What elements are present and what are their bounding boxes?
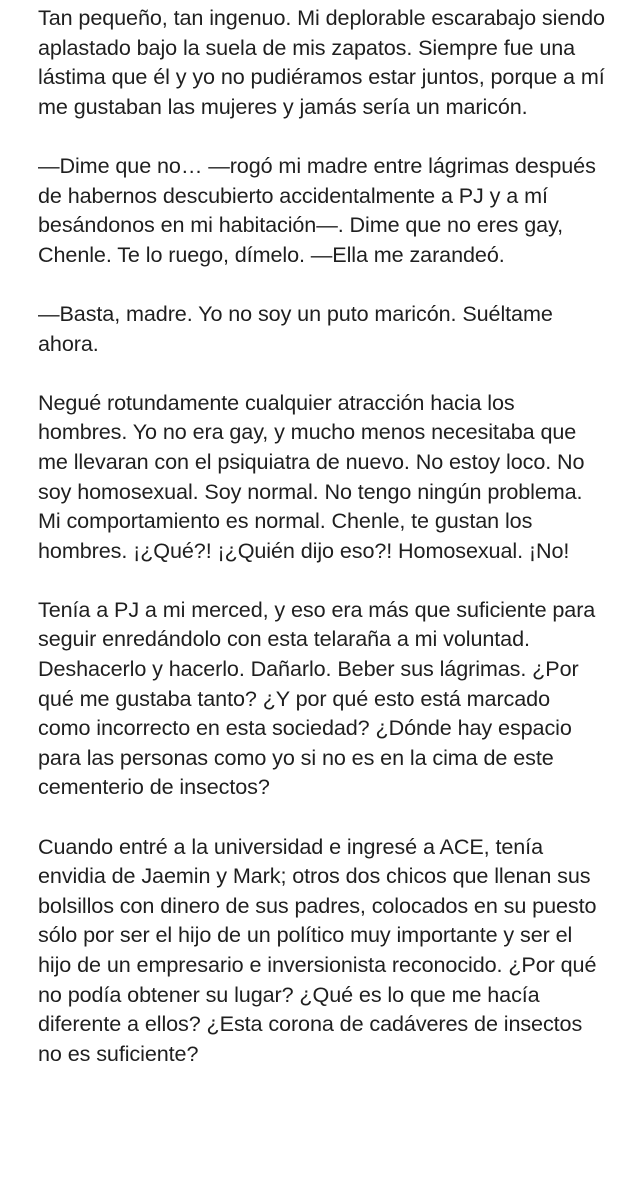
paragraph-6: Cuando entré a la universidad e ingresé a ACE, tenía envidia de Jaemin y Mark; otros dos chicos que llenan sus bolsillos con dinero de sus padres, colocados en su puesto sólo por ser el hijo de un político muy importante y ser el hijo de un empresario e inversionista reconocido. ¿Por qué no podía obtener su lugar? ¿Qué es lo que me hacía diferente a ellos? ¿Esta corona de cadáveres de insectos no es suficiente? [38, 833, 597, 1066]
paragraph-5: Tenía a PJ a mi merced, y eso era más que suficiente para seguir enredándolo con esta telaraña a mi voluntad. Deshacerlo y hacerlo. Dañarlo. Beber sus lágrimas. ¿Por qué me gustaba tanto? ¿Y por qué esto está marcado como incorrecto en esta sociedad? ¿Dónde hay espacio para las personas como yo si no es en la cima de este cementerio de insectos? [38, 596, 596, 800]
paragraph-4: Negué rotundamente cualquier atracción hacia los hombres. Yo no era gay, y mucho menos necesitaba que me llevaran con el psiquiatra de nuevo. No estoy loco. No soy homosexual. Soy normal. No tengo ningún problema. Mi comportamiento es normal. Chenle, te gustan los hombres. ¡¿Qué?! ¡¿Quién dijo eso?! Homosexual. ¡No! [38, 389, 585, 563]
paragraph-1: Tan pequeño, tan ingenuo. Mi deplorable escarabajo siendo aplastado bajo la suela de mis zapatos. Siempre fue una lástima que él y yo no pudiéramos estar juntos, porque a mí me gustaban las mujeres y jamás sería un maricón. [38, 5, 605, 119]
paragraph-2: —Dime que no… —rogó mi madre entre lágrimas después de habernos descubierto accidentalmente a PJ y a mí besándonos en mi habitación—. Dime que no eres gay, Chenle. Te lo ruego, dímelo. —Ella me zarandeó. [38, 152, 596, 267]
paragraph-3: —Basta, madre. Yo no soy un puto maricón. Suéltame ahora. [38, 300, 553, 356]
